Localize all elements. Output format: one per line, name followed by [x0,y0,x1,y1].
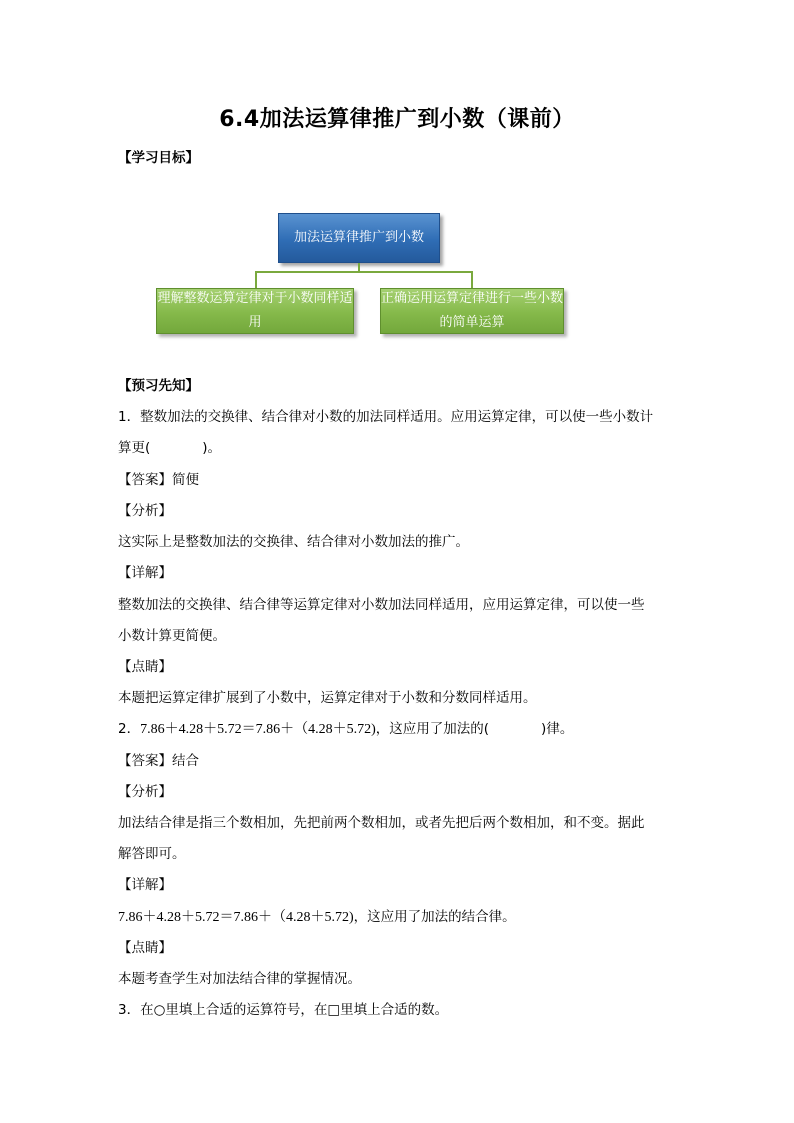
q2-line [118,717,573,738]
q2-tip-head: 【点睛】 [118,940,172,956]
q2-detail-head: 【详解】 [118,877,172,893]
q2-answer: 【答案】结合 [118,753,199,769]
q2-detail-text: ，这应用了加法的结合律。 [353,909,516,925]
q1-line2-a: 算更( [118,440,151,456]
q1-tip-head: 【点睛】 [118,659,172,675]
q1-tip: 本题把运算定律扩展到了小数中，运算定律对于小数和分数同样适用。 [118,690,537,706]
q3-line: 3．在○里填上合适的运算符号，在□里填上合适的数。 [118,1002,449,1018]
q1-line1: 1．整数加法的交换律、结合律对小数的加法同样适用。应用运算定律，可以使一些小数计 [118,409,654,425]
q1-detail-line1: 整数加法的交换律、结合律等运算定律对小数加法同样适用，应用运算定律，可以使一些 [118,597,645,613]
page-title: 6.4加法运算律推广到小数（课前） [219,107,575,132]
concept-left-label: 理解整数运算定律对于小数同样适用 [157,291,353,330]
q2-text-b: )律。 [541,721,574,737]
q1-detail-head: 【详解】 [118,565,172,581]
q2-detail [118,905,516,926]
q1-analysis-head: 【分析】 [118,503,172,519]
q2-analysis-line1: 加法结合律是指三个数相加，先把前两个数相加，或者先把后两个数相加，和不变。据此 [118,815,645,831]
connector-horizontal [255,271,473,273]
concept-left-box [156,288,354,334]
q1-line2-b: )。 [202,440,222,456]
q2-analysis-line2: 解答即可。 [118,846,186,862]
q2-tip: 本题考查学生对加法结合律的掌握情况。 [118,971,361,987]
q1-detail-line2: 小数计算更简便。 [118,628,226,644]
q2-prefix: 2． [118,721,141,737]
section-goals: 【学习目标】 [118,150,199,166]
concept-root-box [278,213,440,263]
q2-analysis-head: 【分析】 [118,784,172,800]
q1-line2 [118,436,221,456]
section-preview: 【预习先知】 [118,378,199,394]
q1-answer: 【答案】简便 [118,472,199,488]
concept-right-box [380,288,564,334]
q2-text-a: ，这应用了加法的( [375,721,490,737]
concept-root-label: 加法运算律推广到小数 [293,230,424,245]
concept-right-label: 正确运用运算定律进行一些小数的简单运算 [381,291,564,330]
connector-right [471,271,473,288]
q2-expression: 7.86＋4.28＋5.72＝7.86＋（4.28＋5.72) [140,722,376,737]
connector-left [255,271,257,288]
q2-detail-expression: 7.86＋4.28＋5.72＝7.86＋（4.28＋5.72) [118,910,354,925]
q1-analysis: 这实际上是整数加法的交换律、结合律对小数加法的推广。 [118,534,469,550]
